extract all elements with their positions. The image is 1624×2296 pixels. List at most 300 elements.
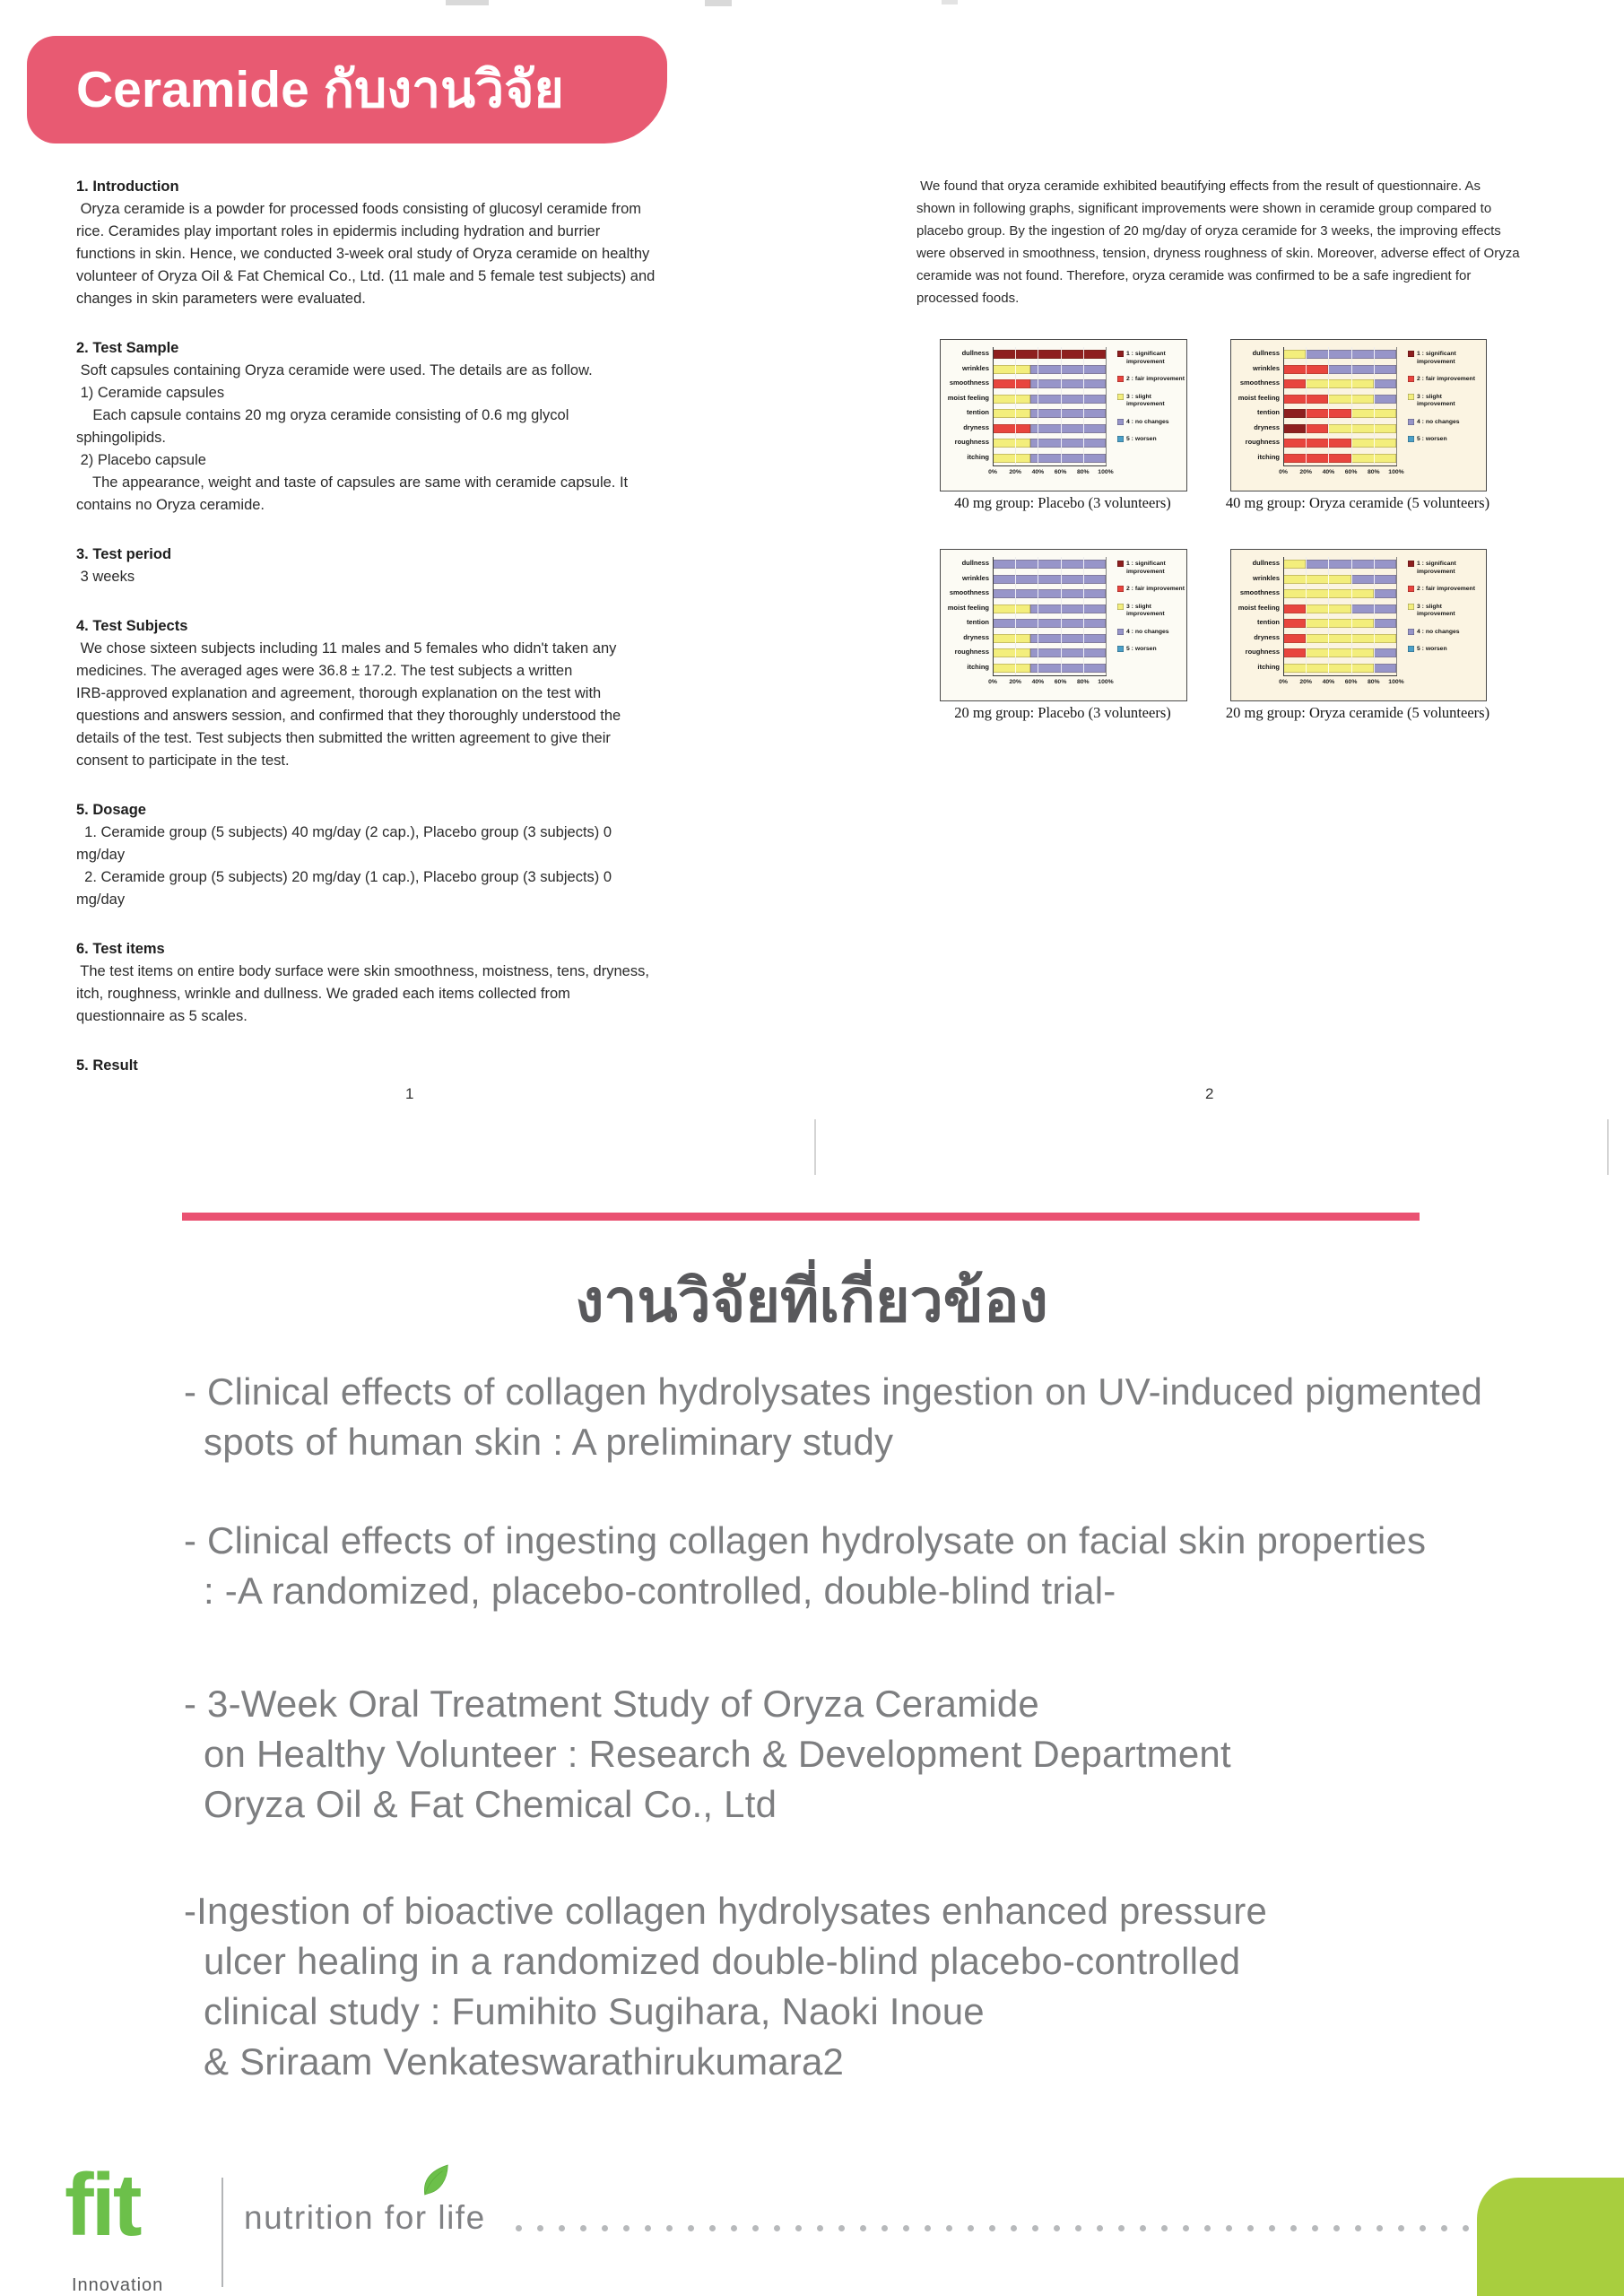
grid-line bbox=[1015, 557, 1016, 675]
leaf-icon bbox=[413, 2161, 456, 2202]
axis-tick-label: 40% bbox=[1031, 469, 1045, 475]
bar bbox=[993, 648, 1106, 657]
axis-tick-label: 0% bbox=[1279, 469, 1288, 475]
legend-swatch bbox=[1408, 604, 1414, 610]
related-line: - Clinical effects of collagen hydrolysates ingestion on UV-induced pigmented bbox=[184, 1370, 1483, 1413]
paper-line: We chose sixteen subjects including 11 males and 5 females who didn't taken any bbox=[76, 640, 617, 657]
bar-segment bbox=[1030, 424, 1106, 433]
bar-segment bbox=[1306, 379, 1374, 388]
category-label: tention bbox=[967, 618, 989, 626]
bar bbox=[993, 664, 1106, 673]
related-line: & Sriraam Venkateswarathirukumara2 bbox=[204, 2040, 845, 2083]
legend-entry bbox=[1408, 629, 1478, 637]
paper-line: volunteer of Oryza Oil & Fat Chemical Co., Ltd. (11 male and 5 female test subjects) and bbox=[76, 268, 656, 284]
chart-20mg-ceramide bbox=[1230, 549, 1487, 701]
bar-segment bbox=[1283, 379, 1306, 388]
axis-tick-label: 0% bbox=[1279, 679, 1288, 685]
category-label: tention bbox=[1257, 618, 1280, 626]
grid-line bbox=[1306, 557, 1307, 675]
axis-tick-label: 0% bbox=[988, 679, 997, 685]
paper-section bbox=[76, 799, 731, 911]
category-label: dullness bbox=[1252, 559, 1280, 567]
bar bbox=[1283, 575, 1396, 584]
legend-entry bbox=[1408, 646, 1478, 654]
legend-swatch bbox=[1117, 394, 1124, 400]
legend-swatch bbox=[1117, 629, 1124, 635]
legend-label: 2 : fair improvement bbox=[1126, 586, 1185, 592]
dot bbox=[1290, 2225, 1297, 2231]
paper-line: 2. Ceramide group (5 subjects) 20 mg/day (1 cap.), Placebo group (3 subjects) 0 bbox=[76, 869, 612, 885]
page-edge-line bbox=[814, 1119, 816, 1175]
bar bbox=[1283, 365, 1396, 374]
related-item bbox=[184, 1516, 1511, 1616]
dot bbox=[645, 2225, 651, 2231]
dot bbox=[559, 2225, 565, 2231]
dot bbox=[1312, 2225, 1318, 2231]
bar-segment bbox=[993, 350, 1106, 359]
dot bbox=[1420, 2225, 1426, 2231]
paper-line: 3 weeks bbox=[76, 569, 135, 585]
paper-line: mg/day bbox=[76, 891, 126, 908]
bar-segment bbox=[1283, 648, 1306, 657]
axis-tick-label: 80% bbox=[1076, 679, 1090, 685]
legend-label: 1 : significant improvement bbox=[1417, 561, 1456, 575]
paper-line: placebo group. By the ingestion of 20 mg/day of oryza ceramide for 3 weeks, the improving effects bbox=[916, 223, 1501, 239]
bar-segment bbox=[993, 648, 1030, 657]
paper-line: mg/day bbox=[76, 847, 126, 863]
dot bbox=[1097, 2225, 1103, 2231]
paper-line: shown in following graphs, significant improvements were shown in ceramide group compared to bbox=[916, 201, 1492, 216]
legend-label: 3 : slight improvement bbox=[1417, 393, 1455, 407]
bar-segment bbox=[1283, 409, 1306, 418]
paper-section bbox=[76, 615, 731, 772]
axis-tick-label: 20% bbox=[1009, 679, 1021, 685]
bar-segment bbox=[1306, 648, 1374, 657]
dot bbox=[580, 2225, 586, 2231]
bar-segment bbox=[1374, 664, 1396, 673]
legend-entry bbox=[1408, 436, 1478, 444]
legend-entry bbox=[1117, 351, 1187, 366]
legend-entry bbox=[1117, 604, 1187, 619]
bar-segment bbox=[993, 409, 1030, 418]
legend-label: 3 : slight improvement bbox=[1126, 393, 1165, 407]
category-label: dullness bbox=[961, 559, 989, 567]
grid-line bbox=[1396, 557, 1397, 675]
bar-segment bbox=[993, 424, 1030, 433]
chart-caption: 20 mg group: Oryza ceramide (5 volunteers) bbox=[1225, 704, 1490, 721]
legend-swatch bbox=[1117, 604, 1124, 610]
paper-section bbox=[76, 1055, 731, 1077]
related-line: spots of human skin : A preliminary study bbox=[204, 1421, 894, 1463]
axis-tick-label: 100% bbox=[1098, 679, 1114, 685]
legend-label: 2 : fair improvement bbox=[1417, 376, 1475, 382]
section-heading: 2. Test Sample bbox=[76, 340, 179, 356]
bar-segment bbox=[993, 664, 1030, 673]
related-line: Oryza Oil & Fat Chemical Co., Ltd bbox=[204, 1783, 777, 1825]
axis-tick-label: 40% bbox=[1322, 679, 1335, 685]
paper-line: 1) Ceramide capsules bbox=[76, 385, 225, 401]
bar-segment bbox=[1030, 454, 1106, 463]
category-label: smoothness bbox=[949, 588, 989, 596]
dot bbox=[1075, 2225, 1081, 2231]
dot bbox=[1161, 2225, 1168, 2231]
legend-swatch bbox=[1408, 376, 1414, 382]
paper-line: functions in skin. Hence, we conducted 3-week oral study of Oryza ceramide on healthy bbox=[76, 246, 650, 262]
legend-entry bbox=[1117, 629, 1187, 637]
category-label: tention bbox=[1257, 408, 1280, 416]
dot bbox=[1226, 2225, 1232, 2231]
dot bbox=[968, 2225, 974, 2231]
legend-label: 1 : significant improvement bbox=[1126, 561, 1166, 575]
dot bbox=[1376, 2225, 1383, 2231]
grid-line bbox=[1015, 347, 1016, 465]
dot bbox=[1183, 2225, 1189, 2231]
chart-legend bbox=[1117, 351, 1187, 454]
bar-segment bbox=[1374, 648, 1396, 657]
category-label: roughness bbox=[954, 438, 989, 446]
legend-label: 1 : significant improvement bbox=[1417, 351, 1456, 365]
grid-line bbox=[1351, 557, 1352, 675]
category-label: moist feeling bbox=[1238, 603, 1280, 612]
dot bbox=[881, 2225, 888, 2231]
logo-subtext: Innovation bbox=[72, 2275, 164, 2295]
axis-tick-label: 20% bbox=[1009, 469, 1021, 475]
bar-segment bbox=[1030, 604, 1106, 613]
category-label: wrinkles bbox=[961, 363, 989, 372]
bar bbox=[993, 379, 1106, 388]
chart-legend bbox=[1408, 561, 1478, 664]
paper-line: were observed in smoothness, tension, dryness roughness of skin. Moreover, adverse effect of Oryza bbox=[916, 246, 1520, 261]
bar bbox=[993, 634, 1106, 643]
grid-line bbox=[1374, 347, 1375, 465]
dot bbox=[838, 2225, 845, 2231]
chart-caption: 20 mg group: Placebo (3 volunteers) bbox=[954, 704, 1171, 721]
dot bbox=[817, 2225, 823, 2231]
legend-label: 5 : worsen bbox=[1417, 646, 1447, 652]
paper-line: contains no Oryza ceramide. bbox=[76, 497, 265, 513]
bar bbox=[993, 575, 1106, 584]
legend-entry bbox=[1408, 376, 1478, 384]
scan-smudge bbox=[446, 0, 489, 5]
bar bbox=[1283, 634, 1396, 643]
dot bbox=[946, 2225, 952, 2231]
legend-label: 5 : worsen bbox=[1126, 646, 1157, 652]
legend-swatch bbox=[1408, 394, 1414, 400]
paper-line: ceramide was not found. Therefore, oryza ceramide was confirmed to be a safe ingredient for bbox=[916, 268, 1472, 283]
dot bbox=[688, 2225, 694, 2231]
bar bbox=[993, 619, 1106, 628]
dot bbox=[860, 2225, 866, 2231]
legend-swatch bbox=[1408, 629, 1414, 635]
paper-line: 1. Ceramide group (5 subjects) 40 mg/day (2 cap.), Placebo group (3 subjects) 0 bbox=[76, 824, 612, 840]
bar bbox=[993, 454, 1106, 463]
bar-segment bbox=[993, 365, 1030, 374]
dot bbox=[537, 2225, 543, 2231]
related-item bbox=[184, 1367, 1511, 1467]
page2-text bbox=[916, 175, 1544, 309]
legend-swatch bbox=[1117, 419, 1124, 425]
category-label: itching bbox=[967, 662, 989, 671]
paper-section bbox=[76, 337, 731, 517]
dot bbox=[731, 2225, 737, 2231]
bar-segment bbox=[1328, 424, 1396, 433]
legend-entry bbox=[1408, 394, 1478, 409]
paper-line: 2) Placebo capsule bbox=[76, 452, 206, 468]
legend-label: 2 : fair improvement bbox=[1126, 376, 1185, 382]
bar-segment bbox=[993, 379, 1030, 388]
paper-line: questions and answers session, and confirmed that they thoroughly understood the bbox=[76, 708, 621, 724]
bar bbox=[1283, 589, 1396, 598]
dotted-line bbox=[516, 2225, 1469, 2231]
dot bbox=[774, 2225, 780, 2231]
bar bbox=[993, 350, 1106, 359]
category-label: dullness bbox=[1252, 349, 1280, 357]
bar-segment bbox=[1030, 365, 1106, 374]
axis-tick-label: 100% bbox=[1098, 469, 1114, 475]
axis-tick-label: 40% bbox=[1322, 469, 1335, 475]
paper-line: rice. Ceramides play important roles in epidermis including hydration and burrier bbox=[76, 223, 601, 239]
legend-swatch bbox=[1408, 351, 1414, 357]
dot bbox=[1204, 2225, 1211, 2231]
legend-swatch bbox=[1117, 586, 1124, 592]
legend-swatch bbox=[1117, 436, 1124, 442]
paper-line: The test items on entire body surface were skin smoothness, moistness, tens, dryness, bbox=[76, 963, 649, 979]
legend-label: 1 : significant improvement bbox=[1126, 351, 1166, 365]
bar bbox=[993, 604, 1106, 613]
bar-segment bbox=[1283, 424, 1306, 433]
category-label: roughness bbox=[1245, 438, 1280, 446]
category-label: itching bbox=[967, 452, 989, 461]
bar-segment bbox=[1030, 664, 1106, 673]
scan-smudge bbox=[942, 0, 958, 4]
axis-tick-label: 100% bbox=[1388, 469, 1404, 475]
dot bbox=[623, 2225, 630, 2231]
dot bbox=[925, 2225, 931, 2231]
dot bbox=[709, 2225, 716, 2231]
legend-swatch bbox=[1408, 419, 1414, 425]
legend-label: 4 : no changes bbox=[1417, 628, 1460, 635]
dot bbox=[1398, 2225, 1404, 2231]
dot bbox=[1269, 2225, 1275, 2231]
related-line: on Healthy Volunteer : Research & Development Department bbox=[204, 1733, 1231, 1775]
paper-line: changes in skin parameters were evaluated. bbox=[76, 291, 366, 307]
bar-segment bbox=[1283, 439, 1351, 448]
category-label: dullness bbox=[961, 349, 989, 357]
dot bbox=[903, 2225, 909, 2231]
legend-label: 4 : no changes bbox=[1126, 628, 1169, 635]
bar-segment bbox=[1328, 365, 1396, 374]
axis-tick-label: 20% bbox=[1299, 469, 1312, 475]
related-line: - 3-Week Oral Treatment Study of Oryza Ceramide bbox=[184, 1683, 1039, 1725]
chart-caption: 40 mg group: Oryza ceramide (5 volunteers) bbox=[1225, 494, 1490, 511]
legend-entry bbox=[1117, 394, 1187, 409]
axis-tick-label: 100% bbox=[1388, 679, 1404, 685]
legend-label: 3 : slight improvement bbox=[1126, 603, 1165, 617]
legend-label: 4 : no changes bbox=[1126, 418, 1169, 425]
chart-legend bbox=[1117, 561, 1187, 664]
grid-line bbox=[1374, 557, 1375, 675]
legend-entry bbox=[1408, 604, 1478, 619]
bar-segment bbox=[1283, 634, 1306, 643]
bar-segment bbox=[993, 560, 1106, 569]
dot bbox=[1441, 2225, 1447, 2231]
footer-divider bbox=[221, 2178, 223, 2287]
legend-entry bbox=[1117, 419, 1187, 427]
legend-label: 5 : worsen bbox=[1126, 436, 1157, 442]
legend-entry bbox=[1117, 586, 1187, 594]
bar-segment bbox=[1030, 634, 1106, 643]
bar-segment bbox=[1030, 648, 1106, 657]
bar-segment bbox=[1030, 439, 1106, 448]
bar bbox=[1283, 409, 1396, 418]
legend-swatch bbox=[1117, 351, 1124, 357]
grid-line bbox=[1351, 347, 1352, 465]
header-badge-text: Ceramide กับงานวิจัย bbox=[76, 61, 564, 118]
bar bbox=[1283, 604, 1396, 613]
bar bbox=[1283, 379, 1396, 388]
category-label: itching bbox=[1257, 662, 1280, 671]
chart-20mg-placebo bbox=[940, 549, 1187, 701]
category-label: wrinkles bbox=[961, 573, 989, 582]
grid-line bbox=[1106, 347, 1107, 465]
bar bbox=[1283, 439, 1396, 448]
legend-entry bbox=[1408, 419, 1478, 427]
bar bbox=[993, 589, 1106, 598]
paper-line: The appearance, weight and taste of capsules are same with ceramide capsule. It bbox=[76, 474, 629, 491]
bar-segment bbox=[993, 619, 1106, 628]
legend-label: 3 : slight improvement bbox=[1417, 603, 1455, 617]
header-badge bbox=[27, 36, 667, 144]
legend-swatch bbox=[1408, 586, 1414, 592]
related-line: : -A randomized, placebo-controlled, double-blind trial- bbox=[204, 1570, 1116, 1612]
page2-number: 2 bbox=[1205, 1085, 1214, 1102]
paper-line: We found that oryza ceramide exhibited beautifying effects from the result of questionnaire. As bbox=[916, 178, 1481, 194]
chart-caption: 40 mg group: Placebo (3 volunteers) bbox=[954, 494, 1171, 511]
paper-line: Soft capsules containing Oryza ceramide were used. The details are as follow. bbox=[76, 362, 593, 378]
category-label: moist feeling bbox=[947, 393, 989, 402]
paper-line: itch, roughness, wrinkle and dullness. We graded each items collected from bbox=[76, 986, 570, 1002]
bar-segment bbox=[1030, 395, 1106, 404]
section-heading: 3. Test period bbox=[76, 546, 172, 562]
page-edge-line bbox=[1607, 1119, 1609, 1175]
bar-segment bbox=[1030, 379, 1106, 388]
grid-line bbox=[1328, 347, 1329, 465]
grid-line bbox=[1396, 347, 1397, 465]
related-line: -Ingestion of bioactive collagen hydrolysates enhanced pressure bbox=[184, 1890, 1268, 1932]
category-label: moist feeling bbox=[1238, 393, 1280, 402]
bar bbox=[993, 409, 1106, 418]
section-heading: 5. Result bbox=[76, 1057, 138, 1074]
related-line: - Clinical effects of ingesting collagen hydrolysate on facial skin properties bbox=[184, 1519, 1427, 1561]
axis-tick-label: 60% bbox=[1344, 679, 1358, 685]
category-label: wrinkles bbox=[1252, 363, 1280, 372]
grid-line bbox=[1083, 347, 1084, 465]
paper-line: medicines. The averaged ages were 36.8 ± 17.2. The test subjects a written bbox=[76, 663, 573, 679]
bar-segment bbox=[1283, 350, 1306, 359]
related-item bbox=[184, 1679, 1511, 1830]
bar-segment bbox=[1306, 424, 1328, 433]
axis-tick-label: 60% bbox=[1054, 679, 1067, 685]
category-label: smoothness bbox=[949, 378, 989, 387]
axis-tick-label: 80% bbox=[1367, 679, 1380, 685]
dot bbox=[602, 2225, 608, 2231]
dot bbox=[1463, 2225, 1469, 2231]
bar bbox=[1283, 454, 1396, 463]
axis-tick-label: 0% bbox=[988, 469, 997, 475]
category-label: tention bbox=[967, 408, 989, 416]
axis-tick-label: 60% bbox=[1344, 469, 1358, 475]
legend-entry bbox=[1408, 561, 1478, 576]
axis-tick-label: 80% bbox=[1367, 469, 1380, 475]
footer-tagline: nutrition for life bbox=[244, 2199, 486, 2236]
legend-entry bbox=[1117, 436, 1187, 444]
category-label: smoothness bbox=[1239, 588, 1280, 596]
related-line: ulcer healing in a randomized double-blind placebo-controlled bbox=[204, 1940, 1241, 1982]
dot bbox=[989, 2225, 995, 2231]
bar-segment bbox=[1283, 454, 1351, 463]
category-label: itching bbox=[1257, 452, 1280, 461]
bar bbox=[993, 365, 1106, 374]
paper-line: consent to participate in the test. bbox=[76, 752, 290, 769]
category-label: dryness bbox=[1254, 632, 1280, 641]
section-heading: 6. Test items bbox=[76, 941, 165, 957]
green-corner-shape bbox=[1477, 2178, 1624, 2296]
grid-line bbox=[1061, 347, 1062, 465]
legend-entry bbox=[1408, 351, 1478, 366]
grid-line bbox=[1106, 557, 1107, 675]
axis-tick-label: 40% bbox=[1031, 679, 1045, 685]
category-label: dryness bbox=[1254, 422, 1280, 431]
bar bbox=[1283, 648, 1396, 657]
paper-line: questionnaire as 5 scales. bbox=[76, 1008, 248, 1024]
bar bbox=[1283, 395, 1396, 404]
category-label: dryness bbox=[963, 632, 989, 641]
legend-entry bbox=[1117, 561, 1187, 576]
legend-entry bbox=[1117, 376, 1187, 384]
dot bbox=[752, 2225, 759, 2231]
section-divider bbox=[182, 1213, 1420, 1221]
paper-line: Each capsule contains 20 mg oryza ceramide consisting of 0.6 mg glycol bbox=[76, 407, 569, 423]
bar bbox=[1283, 424, 1396, 433]
grid-line bbox=[1306, 347, 1307, 465]
paper-section bbox=[76, 176, 731, 310]
legend-entry bbox=[1117, 646, 1187, 654]
chart-40mg-placebo bbox=[940, 339, 1187, 491]
section-title: งานวิจัยที่เกี่ยวข้อง bbox=[575, 1267, 1048, 1334]
paper-line: Oryza ceramide is a powder for processed foods consisting of glucosyl ceramide from bbox=[76, 201, 642, 217]
bar bbox=[993, 424, 1106, 433]
related-line: clinical study : Fumihito Sugihara, Naoki Inoue bbox=[204, 1990, 985, 2032]
dot bbox=[1118, 2225, 1125, 2231]
bar bbox=[1283, 619, 1396, 628]
page1-text bbox=[76, 176, 731, 1104]
dot bbox=[1011, 2225, 1017, 2231]
related-list bbox=[184, 1367, 1511, 2087]
paper-section bbox=[76, 544, 731, 588]
paper-line: processed foods. bbox=[916, 291, 1020, 306]
chart-legend bbox=[1408, 351, 1478, 454]
bar-segment bbox=[993, 395, 1030, 404]
category-label: smoothness bbox=[1239, 378, 1280, 387]
bar-segment bbox=[993, 589, 1106, 598]
axis-tick-label: 80% bbox=[1076, 469, 1090, 475]
axis-tick-label: 20% bbox=[1299, 679, 1312, 685]
bar-segment bbox=[993, 454, 1030, 463]
bar-segment bbox=[1283, 604, 1306, 613]
legend-swatch bbox=[1117, 376, 1124, 382]
dot bbox=[1054, 2225, 1060, 2231]
grid-line bbox=[1083, 557, 1084, 675]
